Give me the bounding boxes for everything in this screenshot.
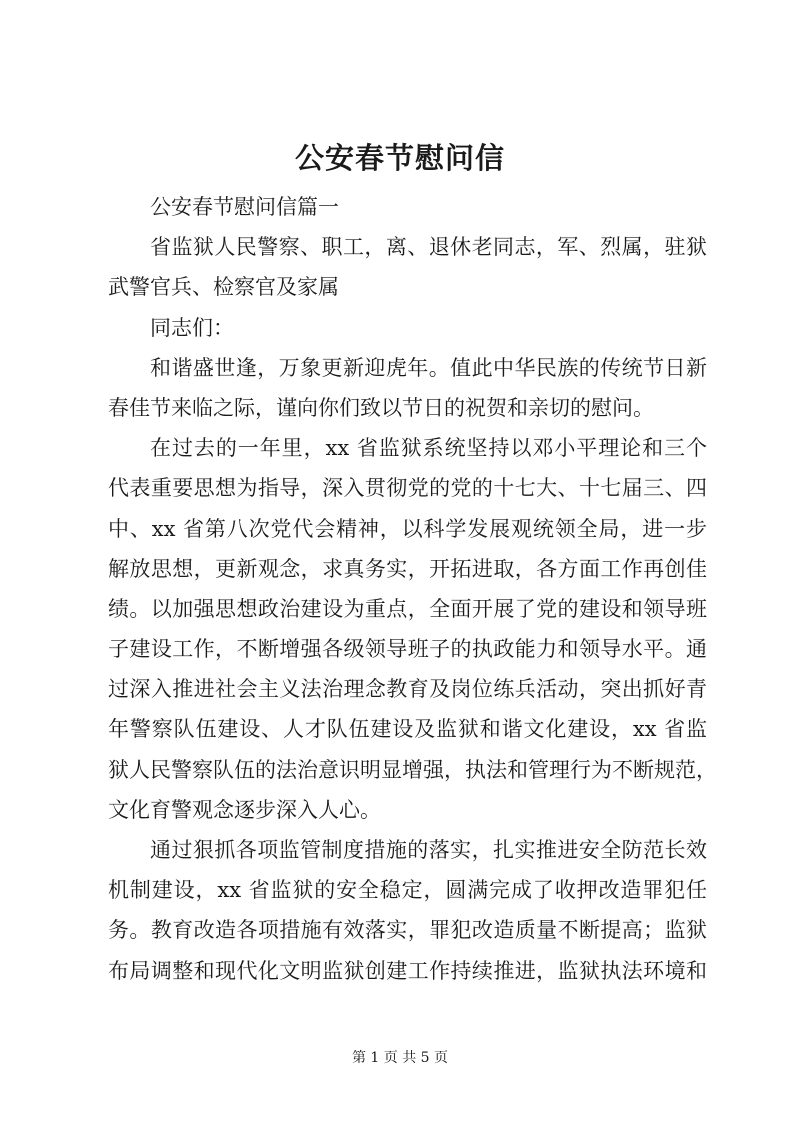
paragraph-line: 狱人民警察队伍的法治意识明显增强，执法和管理行为不断规范，: [108, 757, 717, 782]
document-title: 公安春节慰问信: [294, 141, 505, 175]
paragraph: [108, 348, 707, 428]
paragraph-line: 武警官兵、检察官及家属: [108, 275, 339, 300]
paragraph: [108, 187, 707, 227]
document-body: [108, 187, 717, 991]
paragraph: [108, 428, 717, 830]
paragraph-line: 解放思想，更新观念，求真务实，开拓进取，各方面工作再创佳: [108, 556, 707, 581]
paragraph-line: 子建设工作，不断增强各级领导班子的执政能力和领导水平。通: [108, 637, 707, 662]
paragraph-line: 省监狱人民警察、职工，离、退休老同志，军、烈属，驻狱: [150, 235, 707, 260]
paragraph-line: 代表重要思想为指导，深入贯彻党的党的十七大、十七届三、四: [108, 476, 707, 501]
paragraph: [108, 227, 707, 307]
paragraph-line: 年警察队伍建设、人才队伍建设及监狱和谐文化建设，xx 省监: [108, 717, 707, 742]
paragraph-line: 公安春节慰问信篇一: [150, 195, 339, 219]
paragraph-line: 中、xx 省第八次党代会精神，以科学发展观统领全局，进一步: [108, 516, 707, 541]
paragraph-line: 务。教育改造各项措施有效落实，罪犯改造质量不断提高；监狱: [108, 918, 707, 943]
paragraph-line: 机制建设，xx 省监狱的安全稳定，圆满完成了收押改造罪犯任: [108, 878, 707, 903]
paragraph-line: 和谐盛世逢，万象更新迎虎年。值此中华民族的传统节日新: [150, 355, 707, 380]
paragraph-line: 春佳节来临之际，谨向你们致以节日的祝贺和亲切的慰问。: [108, 395, 654, 420]
paragraph-line: 在过去的一年里，xx 省监狱系统坚持以邓小平理论和三个: [150, 436, 707, 461]
paragraph-line: 过深入推进社会主义法治理念教育及岗位练兵活动，突出抓好青: [108, 677, 707, 702]
paragraph-line: 通过狠抓各项监管制度措施的落实，扎实推进安全防范长效: [150, 838, 707, 862]
paragraph-line: 同志们：: [150, 315, 234, 340]
paragraph: [108, 830, 707, 991]
paragraph: [108, 308, 707, 348]
paragraph-line: 文化育警观念逐步深入人心。: [108, 797, 381, 822]
paragraph-line: 布局调整和现代化文明监狱创建工作持续推进，监狱执法环境和: [108, 958, 707, 983]
paragraph-line: 绩。以加强思想政治建设为重点，全面开展了党的建设和领导班: [108, 596, 707, 621]
page-number: 第 1 页 共 5 页: [351, 1050, 449, 1066]
